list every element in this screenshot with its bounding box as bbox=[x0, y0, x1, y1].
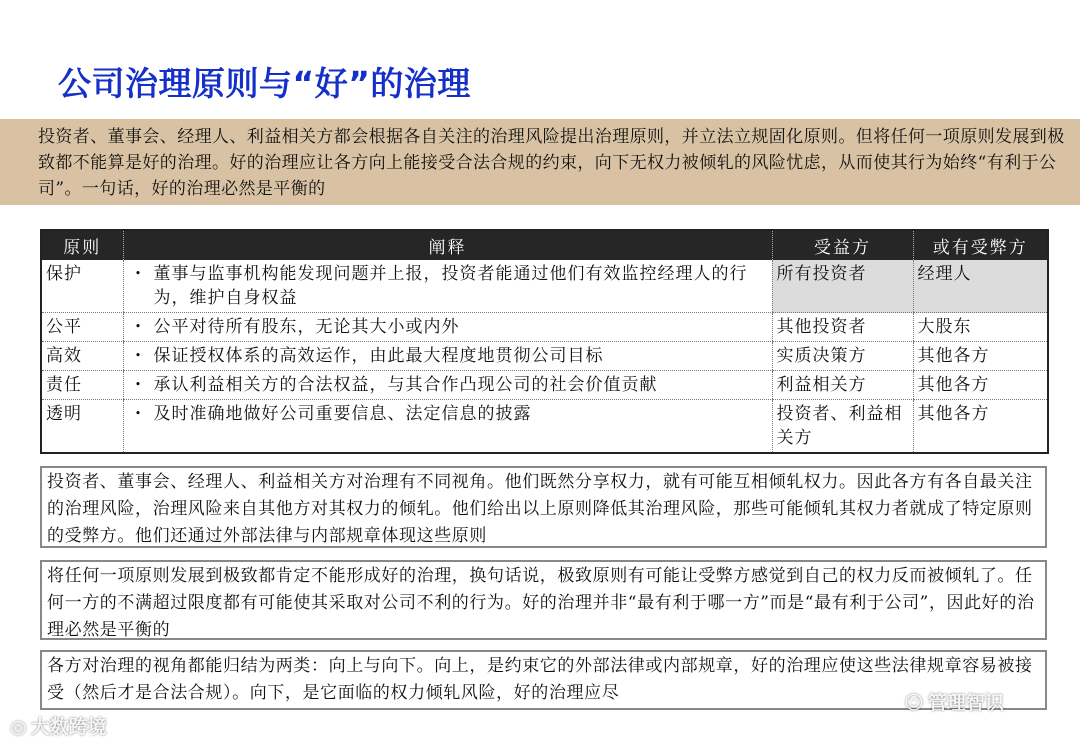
bullet-icon: • bbox=[134, 349, 143, 362]
bullet-icon: • bbox=[134, 320, 143, 333]
beneficiary-cell: 其他投资者 bbox=[772, 313, 913, 342]
description-cell bbox=[123, 371, 772, 400]
bullet-icon: • bbox=[134, 378, 143, 391]
loser-cell: 其他各方 bbox=[913, 400, 1048, 454]
table-row bbox=[41, 313, 1048, 342]
principle-cell: 保护 bbox=[41, 260, 123, 313]
principle-cell: 公平 bbox=[41, 313, 123, 342]
note-box-up-down: 各方对治理的视角都能归结为两类：向上与向下。向上，是约束它的外部法律或内部规章，好的治理应使这些法律规章容易被接受（然后才是合法合规）。向下，是它面临的权力倾轧风险，好的治理应尽 bbox=[40, 650, 1047, 710]
note-box-extremes: 将任何一项原则发展到极致都肯定不能形成好的治理，换句话说，极致原则有可能让受弊方感觉到自己的权力反而被倾轧了。任何一方的不满超过限度都有可能使其采取对公司不利的行为。好的治理并非“最有利于哪一方”而是“最有利于公司”，因此好的治理必然是平衡的 bbox=[40, 560, 1047, 640]
wechat-icon: ☺ bbox=[904, 692, 924, 714]
header-description: 阐释 bbox=[123, 230, 772, 260]
note-box-perspectives: 投资者、董事会、经理人、利益相关方对治理有不同视角。他们既然分享权力，就有可能互相倾轧权力。因此各方有各自最关注的治理风险，治理风险来自其他方对其权力的倾轧。他们给出以上原则降低其治理风险，那些可能倾轧其权力者就成了特定原则的受弊方。他们还通过外部法律与内部规章体现这些原则 bbox=[40, 466, 1047, 548]
description-text: 董事与监事机构能发现问题并上报，投资者能通过他们有效监控经理人的行为，维护自身权益 bbox=[153, 264, 748, 308]
page-title: 公司治理原则与“好”的治理 bbox=[58, 64, 471, 103]
beneficiary-cell: 利益相关方 bbox=[772, 371, 913, 400]
description-text: 承认利益相关方的合法权益，与其合作凸现公司的社会价值贡献 bbox=[153, 375, 658, 395]
principle-cell: 高效 bbox=[41, 342, 123, 371]
watermark-left bbox=[10, 712, 107, 739]
description-cell bbox=[123, 342, 772, 371]
principle-cell: 透明 bbox=[46, 404, 82, 424]
beneficiary-cell: 实质决策方 bbox=[772, 342, 913, 371]
beneficiary-cell: 投资者、利益相关方 bbox=[772, 400, 913, 454]
description-cell bbox=[123, 260, 772, 313]
watermark-right-text: 管理智识 bbox=[927, 692, 1004, 714]
table-row bbox=[41, 260, 1048, 313]
table-row bbox=[41, 371, 1048, 400]
table-row bbox=[41, 400, 1048, 454]
logo-icon: ◎ bbox=[10, 716, 27, 738]
description-text: 公平对待所有股东，无论其大小或内外 bbox=[153, 317, 460, 337]
bullet-icon: • bbox=[134, 407, 143, 420]
description-cell bbox=[123, 400, 772, 454]
header-possible-loser: 或有受弊方 bbox=[913, 230, 1048, 260]
bullet-icon: • bbox=[134, 267, 143, 280]
description-text: 及时准确地做好公司重要信息、法定信息的披露 bbox=[153, 404, 532, 424]
table-header-row bbox=[41, 230, 1048, 260]
header-principle: 原则 bbox=[41, 230, 123, 260]
loser-cell: 经理人 bbox=[913, 260, 1048, 313]
table-row bbox=[41, 342, 1048, 371]
description-cell bbox=[123, 313, 772, 342]
description-text: 保证授权体系的高效运作，由此最大程度地贯彻公司目标 bbox=[153, 346, 604, 366]
intro-banner: 投资者、董事会、经理人、利益相关方都会根据各自关注的治理风险提出治理原则，并立法立规固化原则。但将任何一项原则发展到极致都不能算是好的治理。好的治理应让各方向上能接受合法合规的约束，向下无权力被倾轧的风险忧虑，从而使其行为始终“有利于公司”。一句话，好的治理必然是平衡的 bbox=[0, 119, 1080, 205]
principles-table bbox=[40, 229, 1049, 454]
principle-cell: 责任 bbox=[41, 371, 123, 400]
loser-cell: 其他各方 bbox=[913, 371, 1048, 400]
beneficiary-cell: 所有投资者 bbox=[772, 260, 913, 313]
loser-cell: 大股东 bbox=[913, 313, 1048, 342]
watermark-right bbox=[904, 688, 1004, 715]
header-beneficiary: 受益方 bbox=[772, 230, 913, 260]
watermark-left-text: 大数跨境 bbox=[30, 716, 107, 738]
loser-cell: 其他各方 bbox=[913, 342, 1048, 371]
